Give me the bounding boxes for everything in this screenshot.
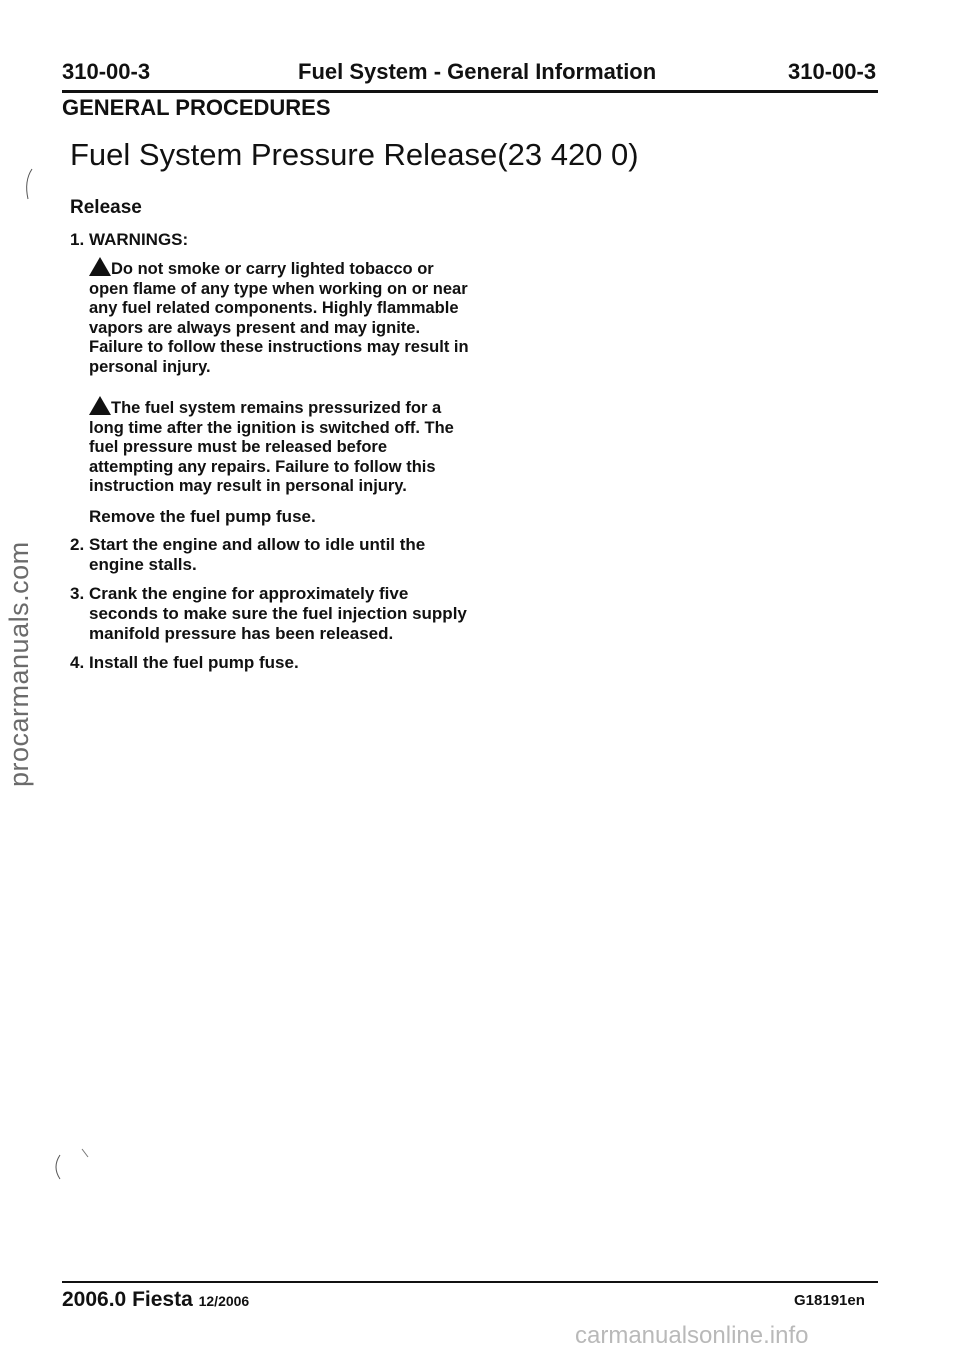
step-4-number: 4. <box>70 653 85 672</box>
warning-2 <box>89 396 469 497</box>
category-label: GENERAL PROCEDURES <box>62 95 331 120</box>
procedure-subhead: Release <box>70 197 142 218</box>
header-rule <box>62 90 878 93</box>
warning-1 <box>89 257 469 377</box>
side-watermark: procarmanuals.com <box>4 541 34 787</box>
step-1-action: Remove the fuel pump fuse. <box>89 507 316 526</box>
page-number-left: 310-00-3 <box>62 59 151 84</box>
step-2-text: Start the engine and allow to idle until the engine stalls. <box>89 535 426 574</box>
warning-2-text: The fuel system remains pressurized for a long time after the ignition is switched off. The fuel pressure must be released before attempting any repairs. Failure to follow this instruction may result in personal injury. <box>89 399 454 495</box>
warning-triangle-icon <box>89 396 111 415</box>
warning-triangle-icon <box>89 257 111 276</box>
procedure-title: Fuel System Pressure Release(23 420 0) <box>70 137 639 172</box>
step-3-text: Crank the engine for approximately five seconds to make sure the fuel injection supply manifold pressure has been released. <box>89 584 467 643</box>
footer-model <box>62 1287 249 1314</box>
step-3-number: 3. <box>70 584 85 603</box>
warning-1-text: Do not smoke or carry lighted tobacco or open flame of any type when working on or near any fuel related components. Highly flammable vapors are always present and may ignite. Failure to follow these instructions may result in personal injury. <box>89 260 469 376</box>
bottom-watermark: carmanualsonline.info <box>575 1322 809 1349</box>
document-code: G18191en <box>794 1292 865 1309</box>
step-1-label: WARNINGS: <box>89 230 189 249</box>
step-4-text: Install the fuel pump fuse. <box>89 653 299 672</box>
step-1-number: 1. <box>70 230 85 249</box>
footer-rule <box>62 1281 878 1283</box>
scan-mark-top <box>20 165 40 205</box>
section-title: Fuel System - General Information <box>298 59 657 84</box>
step-2-number: 2. <box>70 535 85 554</box>
model-name: 2006.0 Fiesta <box>62 1288 193 1311</box>
scan-mark-bottom <box>50 1145 100 1190</box>
page-number-right: 310-00-3 <box>788 59 877 84</box>
edition-date: 12/2006 <box>198 1293 250 1309</box>
